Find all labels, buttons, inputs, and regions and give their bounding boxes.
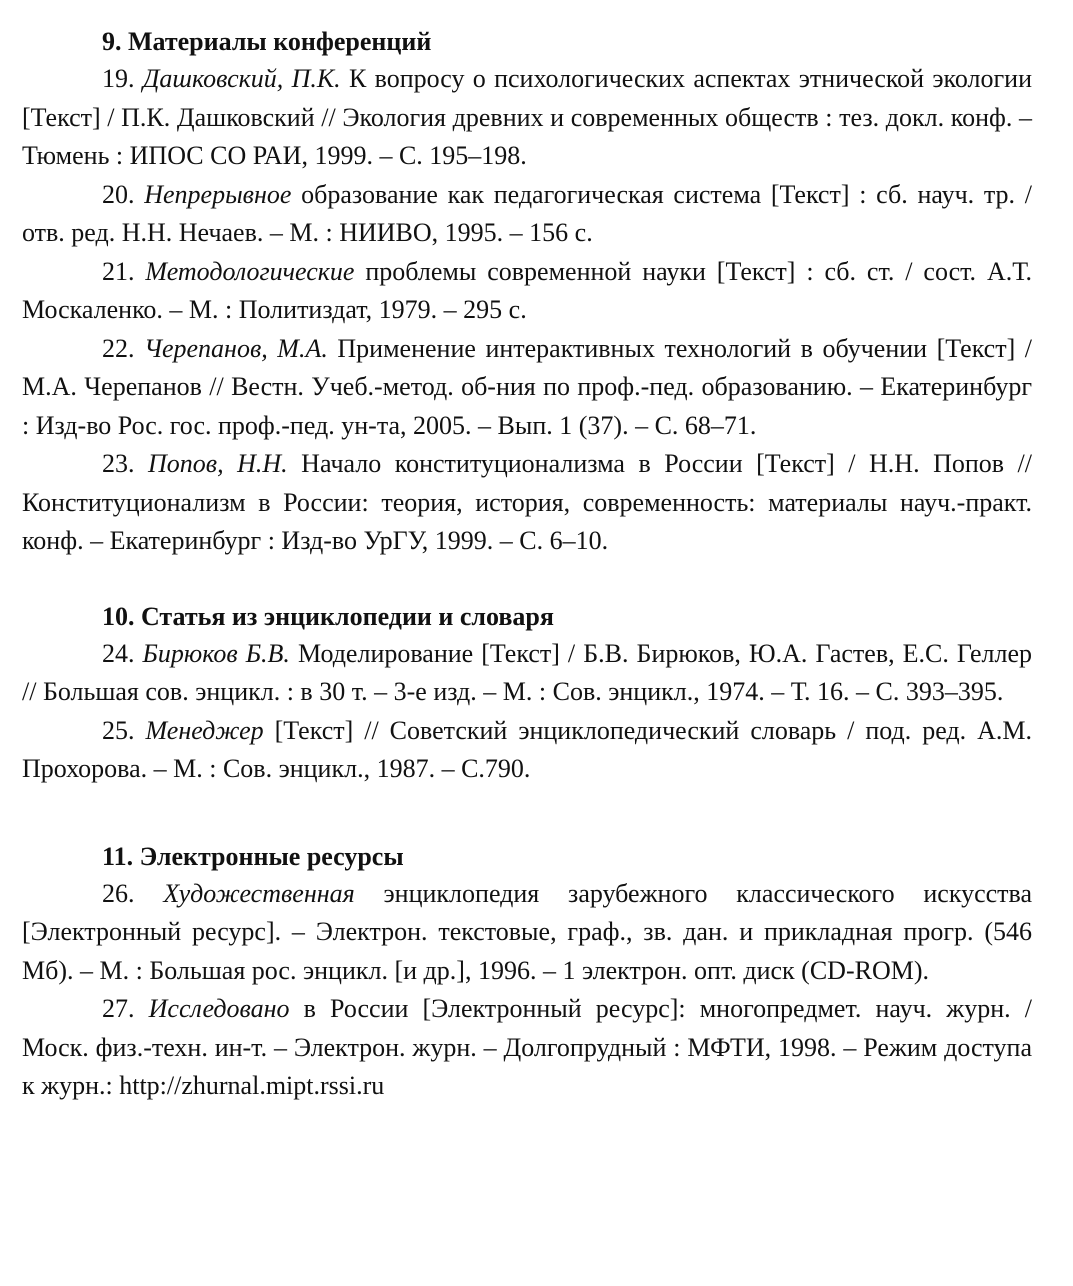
entry-number: 26. [102, 878, 164, 908]
document-page [22, 24, 1032, 1106]
entry-number: 21. [102, 256, 146, 286]
entry-text: проблемы современной науки [Текст] : сб. ст. / сост. А.Т. Москаленко. – М. : Политиздат, 1979. – 295 с. [22, 256, 1032, 324]
entry-author: Попов, Н.Н. [148, 449, 288, 478]
entry-text: энциклопедия зарубежного классического искусства [Электронный ресурс]. – Электрон. текстовые, граф., зв. дан. и прикладная прогр. (546 Мб). – М. : Большая рос. энцикл. [и др.], 1996. – 1 электрон. опт. диск (CD-ROM). [22, 878, 1033, 985]
section-spacer [22, 561, 1032, 599]
bibliography-entry [22, 176, 1032, 253]
entry-number: 25. [102, 715, 146, 745]
entry-text: К вопросу о психологических аспектах этнической экологии [Текст] / П.К. Дашковский // Экология древних и современных обществ : тез. докл. конф. – Тюмень : ИПОС СО РАИ, 1999. – С. 195–198. [22, 64, 1032, 170]
entry-text: [Текст] // Советский энциклопедический словарь / под. ред. А.М. Прохорова. – М. : Сов. энцикл., 1987. – С.790. [22, 715, 1033, 783]
section-title: 11. Электронные ресурсы [102, 841, 404, 871]
bibliography-entry [22, 712, 1032, 789]
bibliography-entry [22, 253, 1032, 330]
entry-author: Исследовано [148, 994, 290, 1023]
entry-author: Черепанов, М.А. [144, 333, 328, 363]
bibliography-entry [22, 635, 1032, 712]
section-title: 10. Статья из энциклопедии и словаря [102, 601, 554, 631]
entry-number: 20. [102, 179, 145, 209]
bibliography-entry [22, 330, 1032, 446]
entry-text: в России [Электронный ресурс]: многопредмет. науч. журн. / Моск. физ.-техн. ин-т. – Электрон. журн. – Долгопрудный : МФТИ, 1998. – Режим доступа к журн.: http://zhurnal.mipt.rssi.ru [22, 994, 1033, 1100]
entry-text: Начало конституционализма в России [Текст] / Н.Н. Попов // Конституционализм в России: теория, история, современность: материалы науч.-практ. конф. – Екатеринбург : Изд-во УрГУ, 1999. – С. 6–10. [22, 449, 1033, 555]
entry-author: Дашковский, П.К. [142, 64, 341, 93]
entry-number: 27. [102, 994, 149, 1023]
entry-author: Методологические [145, 256, 355, 286]
bibliography-entry [22, 60, 1032, 176]
bibliography-entry [22, 445, 1032, 561]
entry-text: Моделирование [Текст] / Б.В. Бирюков, Ю.А. Гастев, Е.С. Геллер // Большая сов. энцикл. : в 30 т. – 3-е изд. – М. : Сов. энцикл., 1974. – Т. 16. – С. 393–395. [22, 638, 1032, 706]
entry-author: Бирюков Б.В. [142, 638, 290, 668]
entry-number: 23. [102, 449, 149, 478]
bibliography-entry [22, 990, 1032, 1106]
entry-author: Непрерывное [144, 179, 292, 209]
entry-number: 24. [102, 638, 143, 668]
section-electronic-resources [22, 839, 1032, 1106]
entry-author: Менеджер [145, 715, 264, 745]
entry-number: 22. [102, 333, 145, 363]
bibliography-entry [22, 875, 1032, 991]
entry-text: Применение интерактивных технологий в обучении [Текст] / М.А. Черепанов // Вестн. Учеб.-метод. об-ния по проф.-пед. образованию. – Екатеринбург : Изд-во Рос. гос. проф.-пед. ун-та, 2005. – Вып. 1 (37). – С. 68–71. [22, 333, 1033, 440]
section-conference-materials [22, 24, 1032, 561]
section-title: 9. Материалы конференций [102, 27, 432, 56]
section-encyclopedia-articles [22, 599, 1032, 789]
section-spacer [22, 789, 1032, 839]
entry-author: Художественная [163, 878, 355, 908]
entry-text: образование как педагогическая система [Текст] : сб. науч. тр. / отв. ред. Н.Н. Нечаев. – М. : НИИВО, 1995. – 156 с. [22, 179, 1032, 247]
entry-number: 19. [102, 64, 143, 93]
